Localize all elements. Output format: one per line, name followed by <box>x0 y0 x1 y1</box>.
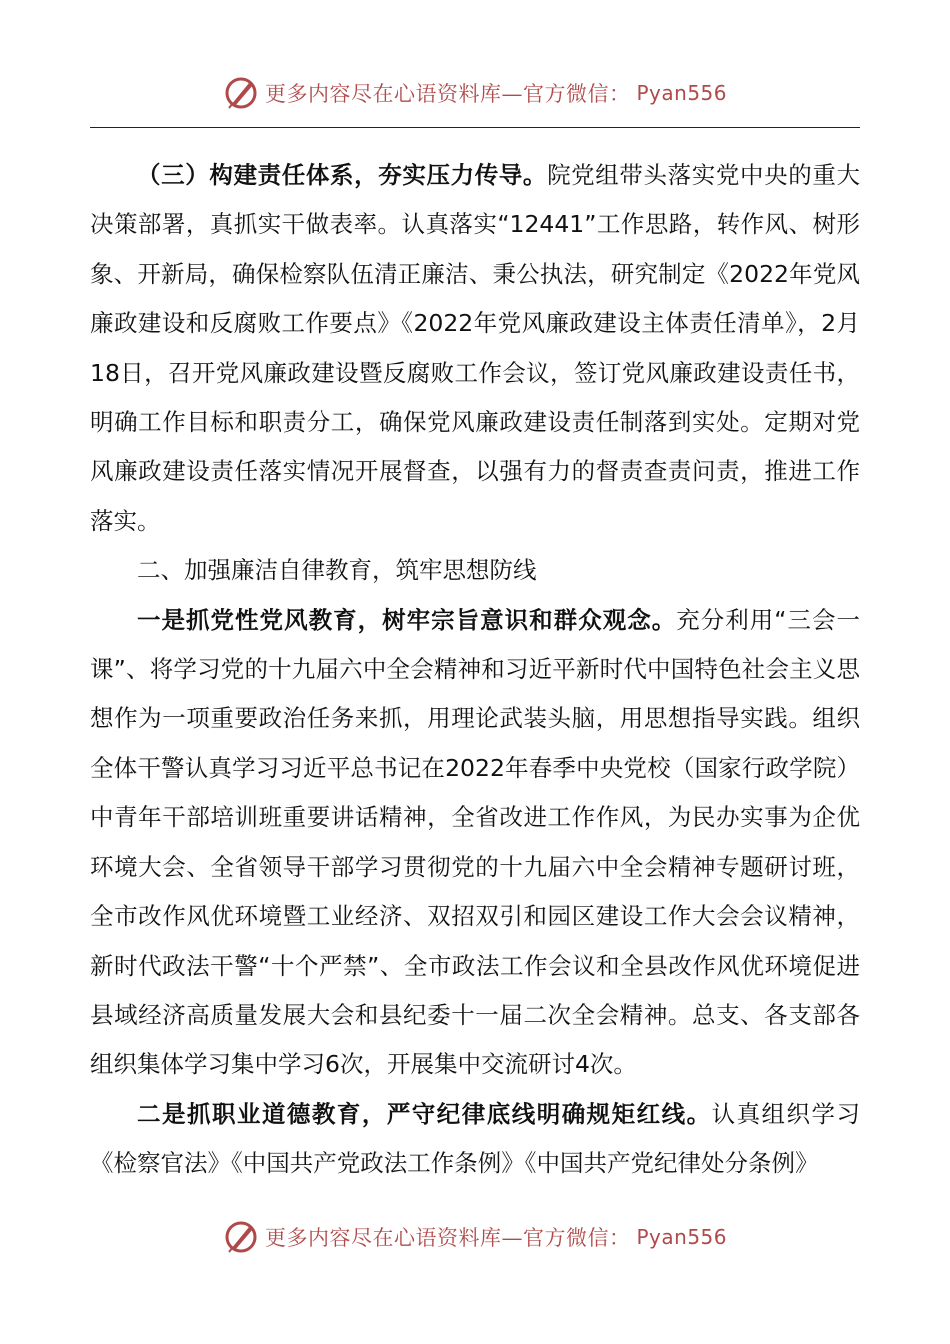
paragraph-lead: 二是抓职业道德教育，严守纪律底线明确规矩红线。 <box>137 1099 712 1128</box>
paragraph-party-education <box>90 596 860 1090</box>
watermark-handle: Pyan556 <box>636 81 727 105</box>
document-body <box>90 151 860 1189</box>
section-heading: 二、加强廉洁自律教育，筑牢思想防线 <box>137 556 537 585</box>
pen-logo-icon <box>223 1219 259 1255</box>
paragraph-text: 认真组织学习《检察官法》《中国共产党政法工作条例》《中国共产党纪律处分条例》 <box>90 1099 861 1178</box>
header-divider <box>90 127 860 128</box>
paragraph-ethics-education <box>90 1090 860 1189</box>
paragraph-responsibility-system <box>90 151 860 546</box>
paragraph-text: 充分利用“三会一课”、将学习党的十九届六中全会精神和习近平新时代中国特色社会主义思想作为一项重要政治任务来抓，用理论武装头脑，用思想指导实践。组织全体干警认真学习习近平总书记在2022年春季中央党校（国家行政学院）中青年干部培训班重要讲话精神，全省改进工作作风，为民办实事为企优环境大会、全省领导干部学习贯彻党的十九届六中全会精神专题研讨班，全市改作风优环境暨工业经济、双招双引和园区建设工作大会会议精神，新时代政法干警“十个严禁”、全市政法工作会议和全县改作风优环境促进县域经济高质量发展大会和县纪委十一届二次全会精神。总支、各支部各组织集体学习集中学习6次，开展集中交流研讨4次。 <box>90 605 860 1079</box>
paragraph-lead: 一是抓党性党风教育，树牢宗旨意识和群众观念。 <box>137 605 677 634</box>
watermark-text: 更多内容尽在心语资料库—官方微信： <box>264 1226 631 1250</box>
paragraph-lead: （三）构建责任体系，夯实压力传导。 <box>137 161 548 189</box>
paragraph-text: 院党组带头落实党中央的重大决策部署，真抓实干做表率。认真落实“12441”工作思路，转作风、树形象、开新局，确保检察队伍清正廉洁、秉公执法，研究制定《2022年党风廉政建设和反腐败工作要点》《2022年党风廉政建设主体责任清单》，2月18日，召开党风廉政建设暨反腐败工作会议，签订党风廉政建设责任书，明确工作目标和职责分工，确保党风廉政建设责任制落到实处。定期对党风廉政建设责任落实情况开展督查，以强有力的督责查责问责，推进工作落实。 <box>90 161 861 535</box>
pen-logo-icon <box>223 75 259 111</box>
watermark-banner-top <box>0 73 950 113</box>
watermark-banner-bottom <box>0 1217 950 1257</box>
watermark-handle: Pyan556 <box>636 1225 727 1249</box>
watermark-text: 更多内容尽在心语资料库—官方微信： <box>264 82 631 106</box>
